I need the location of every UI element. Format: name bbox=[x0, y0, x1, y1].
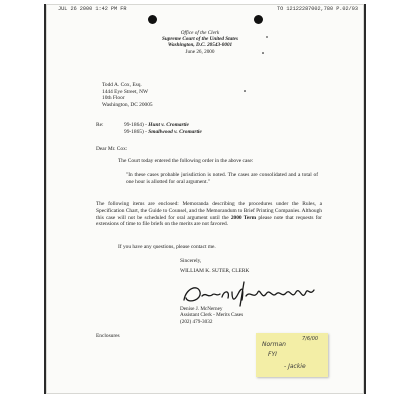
case1-number: 99-1864) bbox=[124, 122, 144, 128]
closing-sincerely: Sincerely, bbox=[180, 258, 202, 264]
body-paragraph-2 bbox=[96, 201, 322, 228]
addressee-city: Washington, DC 20005 bbox=[102, 101, 153, 108]
letterhead-office: Office of the Clerk bbox=[180, 30, 220, 36]
addressee-street: 1444 Eye Street, NW bbox=[102, 88, 149, 95]
case1-name: Hunt v. Cromartie bbox=[148, 122, 189, 128]
fax-header-left: JUL 26 2000 1:42 PM FR bbox=[58, 6, 127, 12]
sticky-note-date: 7/6/00 bbox=[302, 336, 319, 342]
punch-hole bbox=[254, 15, 263, 24]
addressee-block bbox=[102, 82, 153, 108]
letterhead-address: Washington, D.C. 20543-0001 bbox=[167, 42, 233, 49]
fax-header bbox=[58, 6, 358, 16]
re-cases: 99-1864) - Hunt v. Cromartie 99-1865) - Smallwood v. Cromartie bbox=[124, 122, 202, 135]
sticky-note bbox=[256, 333, 328, 377]
para2-term: 2000 Term bbox=[230, 214, 257, 221]
sticky-note-fyi: FYI bbox=[268, 351, 277, 358]
letterhead bbox=[130, 30, 270, 55]
body-paragraph-3: If you have any questions, please contact me. bbox=[118, 244, 216, 250]
scan-speck bbox=[244, 90, 246, 92]
signer-name: Denise J. McNerney bbox=[180, 306, 223, 312]
para2-part-b: please note that requests for extensions of time to file briefs on the merits are not favored. bbox=[96, 214, 322, 228]
closing-clerk: WILLIAM K. SUTER, CLERK bbox=[180, 268, 250, 274]
sticky-note-sig: - Jackie bbox=[284, 363, 306, 370]
re-label: Re: bbox=[96, 122, 104, 128]
letter-date: June 26, 2000 bbox=[185, 48, 215, 55]
case2-number: 99-1865) bbox=[124, 128, 144, 135]
body-paragraph-1: The Court today entered the following order in the above case: bbox=[118, 158, 254, 164]
signer-phone: (202) 479-3032 bbox=[180, 318, 213, 325]
enclosures-label: Enclosures bbox=[96, 333, 120, 339]
order-quote: "In these cases probable jurisdiction is noted. The cases are consolidated and a total of one hour is allotted for oral argument." bbox=[126, 172, 318, 185]
case2-name: Smallwood v. Cromartie bbox=[148, 128, 202, 135]
signer-title: Assistant Clerk - Merits Cases bbox=[180, 312, 244, 319]
sticky-note-name: Norman bbox=[262, 341, 286, 348]
salutation: Dear Mr. Cox: bbox=[96, 146, 128, 152]
punch-hole bbox=[148, 15, 157, 24]
addressee-name: Todd A. Cox, Esq. bbox=[102, 82, 142, 88]
fax-header-right: TO 12122287002,780 P.02/03 bbox=[277, 6, 358, 12]
signer-block bbox=[180, 306, 243, 325]
addressee-floor: 10th Floor bbox=[102, 95, 125, 102]
letterhead-court: Supreme Court of the United States bbox=[162, 36, 238, 43]
para2-part-a: The following items are enclosed: Memoranda describing the procedures under the Rules, a Specification Chart, the Guide to Counsel, and the Memorandum to Brief Printing Companies. Although this case will not be scheduled for oral argument until the bbox=[96, 201, 322, 221]
